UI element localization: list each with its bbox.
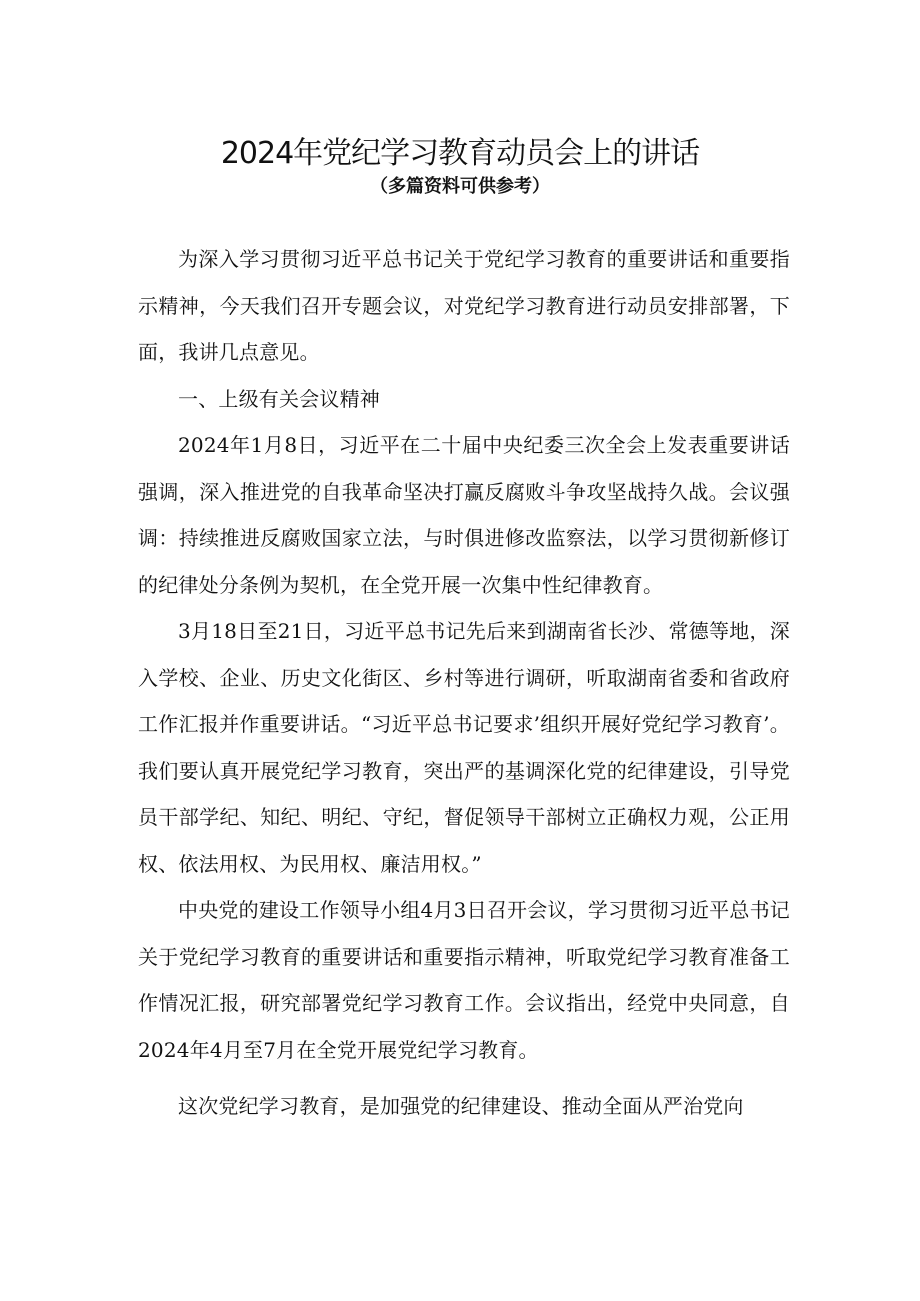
section-heading-1: 一、上级有关会议精神 xyxy=(178,386,380,411)
paragraph-apr-3: 中央党的建设工作领导小组4月3日召开会议，学习贯彻习近平总书记关于党纪学习教育的重要讲话和重要指示精神，听取党纪学习教育准备工作情况汇报，研究部署党纪学习教育工作。会议指出，经党中央同意，自2024年4月至7月在全党开展党纪学习教育。 xyxy=(138,898,790,1062)
paragraph-this-education: 这次党纪学习教育，是加强党的纪律建设、推动全面从严治党向 xyxy=(178,1094,744,1118)
document-body xyxy=(138,236,790,1130)
paragraph-mar-18: 3月18日至21日，习近平总书记先后来到湖南省长沙、常德等地，深入学校、企业、历史文化街区、乡村等进行调研，听取湖南省委和省政府工作汇报并作重要讲话。“习近平总书记要求’组织开展好党纪学习教育’。我们要认真开展党纪学习教育，突出严的基调深化党的纪律建设，引导党员干部学纪、知纪、明纪、守纪，督促领导干部树立正确权力观，公正用权、依法用权、为民用权、廉洁用权。” xyxy=(138,619,790,876)
document-title: 2024年党纪学习教育动员会上的讲话 xyxy=(220,136,700,172)
document-subtitle: （多篇资料可供参考） xyxy=(370,176,550,197)
paragraph-jan-8: 2024年1月8日，习近平在二十届中央纪委三次全会上发表重要讲话强调，深入推进党的自我革命坚决打赢反腐败斗争攻坚战持久战。会议强调：持续推进反腐败国家立法，与时俱进修改监察法，以学习贯彻新修订的纪律处分条例为契机，在全党开展一次集中性纪律教育。 xyxy=(138,433,790,597)
paragraph-intro: 为深入学习贯彻习近平总书记关于党纪学习教育的重要讲话和重要指示精神，今天我们召开专题会议，对党纪学习教育进行动员安排部署，下面，我讲几点意见。 xyxy=(138,247,790,364)
